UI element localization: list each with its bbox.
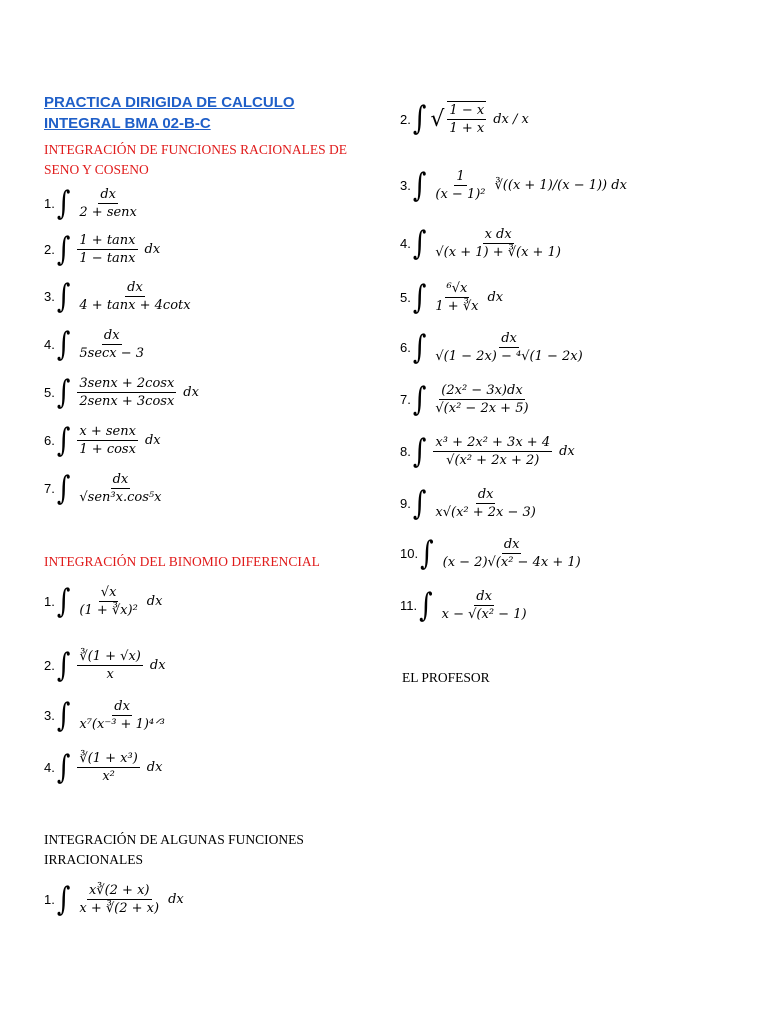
denominator: (1 + ∛x)² [79,603,138,618]
differential: dx / x [493,111,529,127]
fraction [77,750,139,785]
denominator: x⁷(x⁻³ + 1)⁴ᐟ³ [79,717,165,732]
exercise-item [44,750,162,785]
integral-sign: ∫ [412,484,427,523]
numerator: 1 [456,169,465,184]
differential: dx [487,290,504,305]
fraction [77,584,139,619]
numerator: √x [100,585,117,600]
integral-sign: ∫ [412,100,427,138]
numerator: dx [103,328,120,343]
section-heading-binomio: INTEGRACIÓN DEL BINOMIO DIFERENCIAL [44,554,320,569]
integral-sign: ∫ [56,748,71,787]
numerator: x + senx [79,424,136,439]
numerator: dx [100,187,116,202]
numerator: 1 − x [449,103,485,118]
denominator: x√(x² + 2x − 3) [435,505,536,520]
integral-sign: ∫ [56,421,71,460]
numerator: dx [127,280,143,295]
integral-sign: ∫ [56,880,71,919]
fraction [433,280,480,315]
exercise-item [44,423,161,458]
numerator: dx [114,699,130,714]
fraction [77,279,192,314]
exercise-item [44,375,199,410]
fraction [77,698,166,733]
fraction [433,226,563,261]
fraction [77,471,163,506]
exercise-item [44,882,184,917]
denominator: x² [102,769,115,784]
exercise-number: 7. [400,392,411,407]
denominator: x + ∛(2 + x) [79,901,160,916]
differential: dx [183,385,199,400]
differential: dx [144,433,161,448]
differential: dx [168,892,184,907]
integral-sign: ∫ [420,534,434,573]
exercise-item [400,434,575,469]
exercise-number: 8. [400,444,411,459]
exercise-number: 3. [44,708,55,723]
numerator: ∛(1 + x³) [79,751,138,766]
numerator: x dx [484,227,512,242]
denominator: 1 + x [449,121,485,136]
denominator: x − √(x² − 1) [441,607,527,622]
integral-sign: ∫ [412,380,427,419]
integral-sign: ∫ [412,278,427,317]
numerator: 3senx + 2cosx [79,376,175,391]
numerator: dx [477,487,494,502]
fraction [77,232,137,267]
exercise-number: 4. [44,760,55,775]
exercise-number: 2. [44,658,55,673]
fraction [433,330,584,365]
denominator: 1 + ∛x [435,299,479,314]
section-heading-seno-coseno: INTEGRACIÓN DE FUNCIONES RACIONALES DE SENO Y COSENO [44,142,347,177]
differential: ∛((x + 1)/(x − 1)) dx [494,178,627,193]
numerator: dx [501,331,517,346]
exercise-number: 1. [44,196,55,211]
numerator: x∛(2 + x) [88,883,150,898]
integral-sign: ∫ [56,582,71,621]
exercise-number: 9. [400,496,411,511]
denominator: 1 − tanx [79,251,136,266]
sqrt-symbol: √ [430,106,445,132]
exercise-number: 5. [44,385,55,400]
numerator: dx [476,589,492,604]
integral-sign: ∫ [412,166,427,205]
fraction [433,382,530,417]
exercise-item [400,588,536,623]
fraction [77,186,139,221]
numerator: ∛(1 + √x) [79,649,141,664]
integral-sign: ∫ [412,224,427,263]
exercise-item [400,486,545,521]
integral-sign: ∫ [56,646,71,685]
fraction [433,168,487,203]
numerator: 1 + tanx [79,233,136,248]
denominator: x [106,667,114,682]
numerator: dx [503,537,520,552]
differential: dx [146,760,163,775]
denominator: √(x + 1) + ∛(x + 1) [435,245,561,260]
exercise-number: 7. [44,481,55,496]
exercise-item [44,584,162,619]
fraction [440,588,529,623]
exercise-number: 3. [44,289,55,304]
integral-sign: ∫ [412,432,427,471]
integral-sign: ∫ [56,184,71,223]
fraction [77,882,161,917]
exercise-item [400,382,538,417]
exercise-number: 4. [44,337,55,352]
exercise-item [400,280,503,315]
exercise-number: 2. [44,242,55,257]
exercise-item [44,186,146,221]
denominator: 4 + tanx + 4cotx [79,298,191,313]
exercise-item [400,226,570,261]
fraction [447,101,486,137]
denominator: 2 + senx [79,205,137,220]
fraction [77,423,138,458]
integral-sign: ∫ [56,469,71,508]
exercise-item [400,168,627,203]
integral-sign: ∫ [412,328,427,367]
differential: dx [559,444,575,459]
fraction [433,486,538,521]
integral-sign: ∫ [56,325,71,364]
exercise-item [44,471,170,506]
denominator: (x − 1)² [435,187,486,202]
numerator: (2x² − 3x)dx [441,383,523,398]
exercise-item [400,536,590,571]
exercise-item [400,101,529,137]
exercise-number: 1. [44,594,55,609]
exercise-number: 4. [400,236,411,251]
exercise-item [44,648,166,683]
integral-sign: ∫ [56,696,71,735]
exercise-item [44,327,153,362]
differential: dx [146,594,163,609]
exercise-item [44,232,160,267]
differential: dx [144,242,161,257]
exercise-item [44,279,200,314]
section-heading-irracionales: INTEGRACIÓN DE ALGUNAS FUNCIONES IRRACIONALES [44,832,304,867]
exercise-number: 10. [400,546,419,561]
exercise-number: 11. [400,598,418,613]
denominator: (x − 2)√(x² − 4x + 1) [442,555,581,570]
numerator: ⁶√x [446,281,468,296]
exercise-number: 2. [400,111,411,127]
differential: dx [149,658,166,673]
denominator: √(x² + 2x + 2) [446,453,540,468]
fraction [433,434,552,469]
exercise-number: 6. [400,340,411,355]
denominator: √(x² − 2x + 5) [435,401,529,416]
exercise-number: 5. [400,290,411,305]
fraction [441,536,583,571]
integral-sign: ∫ [419,586,433,625]
denominator: √sen³x.cos⁵x [79,490,162,505]
integral-sign: ∫ [56,230,71,269]
numerator: dx [112,472,129,487]
denominator: √(1 − 2x) − ⁴√(1 − 2x) [435,349,583,364]
exercise-number: 6. [44,433,55,448]
denominator: 5secx − 3 [79,346,145,361]
fraction [77,648,142,683]
integral-sign: ∫ [56,373,71,412]
exercise-number: 1. [44,892,55,907]
exercise-number: 3. [400,178,411,193]
page-title: PRACTICA DIRIGIDA DE CALCULO INTEGRAL BMA 02-B-C [44,94,295,132]
exercise-item [400,330,592,365]
footer-signature: EL PROFESOR [402,670,490,685]
denominator: 2senx + 3cosx [79,394,175,409]
integral-sign: ∫ [56,277,71,316]
denominator: 1 + cosx [79,442,136,457]
fraction [77,327,146,362]
numerator: x³ + 2x² + 3x + 4 [435,435,551,450]
exercise-item [44,698,174,733]
fraction [77,375,176,410]
